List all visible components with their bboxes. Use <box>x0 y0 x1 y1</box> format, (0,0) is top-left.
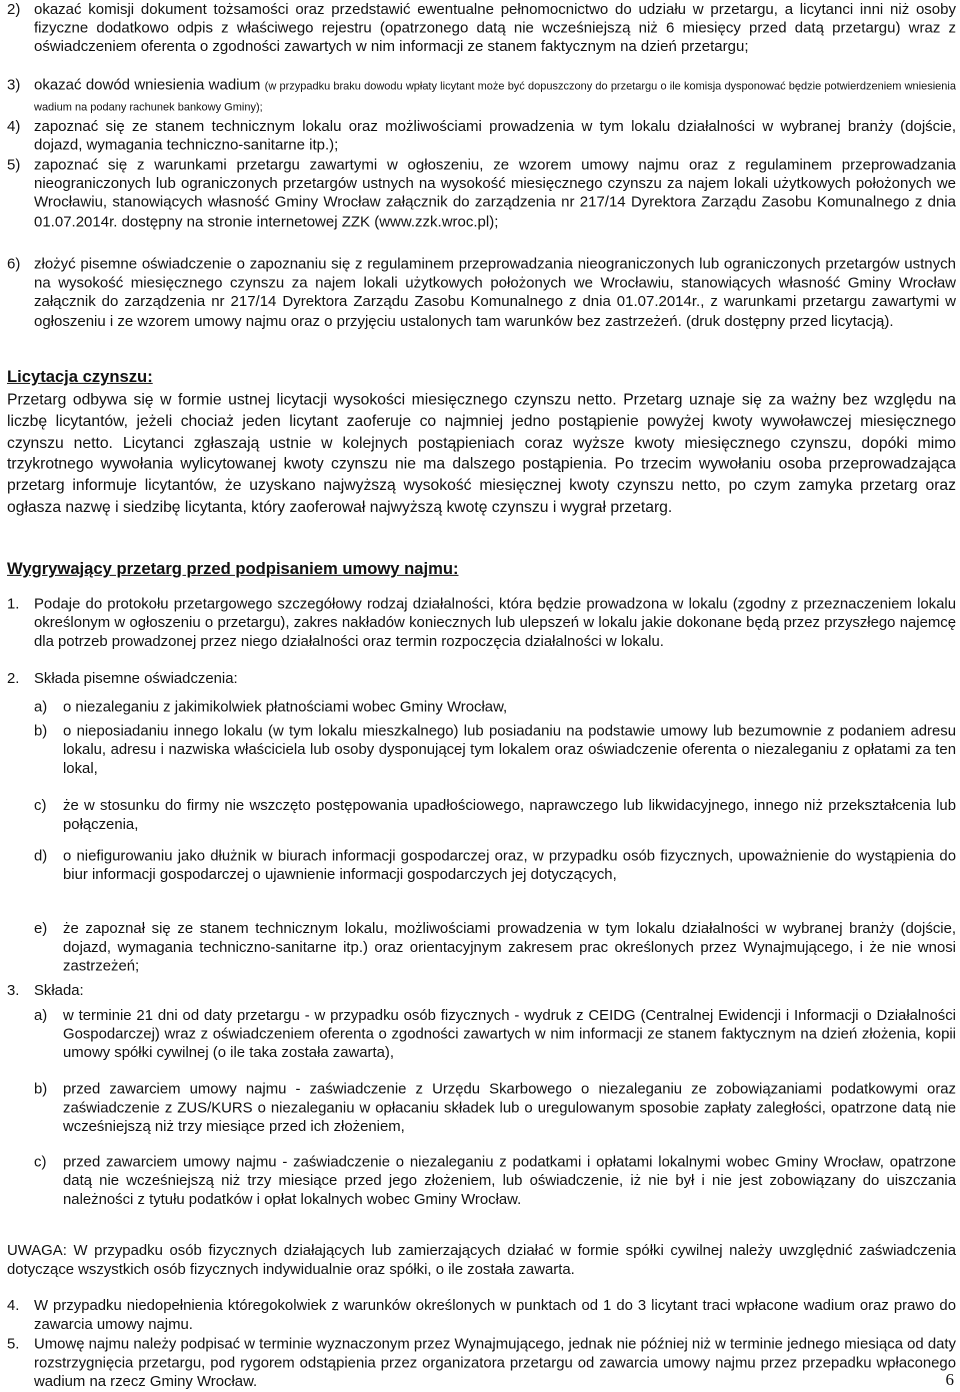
list-subitem-2c <box>7 797 956 835</box>
item-letter: e) <box>34 921 48 938</box>
list-subitem-3b <box>7 1081 956 1137</box>
item-text: Umowę najmu należy podpisać w terminie wyznaczonym przez Wynajmującego, jednak nie później niż w terminie jednego miesiąca od daty rozstrzygnięcia przetargu, pod rygorem odstąpienia przez organizatora przetargu od zawarcia umowy najmu przez przepadku wpłaconego wadium na rzecz Gminy Wrocław. <box>34 1336 956 1391</box>
list-item-5 <box>7 1336 956 1392</box>
item-letter: d) <box>34 848 48 865</box>
item-number: 3) <box>7 76 21 94</box>
section-heading-licytacja: Licytacja czynszu: <box>7 367 153 386</box>
item-text-note: (w przypadku braku dowodu wpłaty licytant może być dopuszczony do przetargu o ile komisja dysponować będzie potwierdzeniem wniesienia wadium na podany rachunek bankowy Gminy); <box>34 80 956 114</box>
item-number: 3. <box>7 983 20 1000</box>
item-letter: c) <box>34 1154 47 1171</box>
list-subitem-2d <box>7 848 956 886</box>
item-text: Podaje do protokołu przetargowego szczegółowy rodzaj działalności, która będzie prowadzona w lokalu (zgodny z przeznaczeniem lokalu określonym w ogłoszeniu o przetargu), zakres nakładów koniecznych lub ulepszeń w lokalu jakie dokonane będą przez przyszłego najemcę dla potrzeb prowadzonej przez niego działalności oraz termin rozpoczęcia działalności w lokalu. <box>34 596 956 650</box>
item-number: 1. <box>7 596 20 613</box>
section-heading-wygrywajacy: Wygrywający przetarg przed podpisaniem umowy najmu: <box>7 559 459 578</box>
item-number: 5. <box>7 1336 20 1353</box>
item-text: w terminie 21 dni od daty przetargu - w przypadku osób fizycznych - wydruk z CEIDG (Centralnej Ewidencji i Informacji o Działalności Gospodarczej) wraz z oświadczeniem oferenta o zgodności zawartych w nim informacji ze stanem faktycznym na dzień złożenia, kopii umowy spółki cywilnej (o ile taka została zawarta), <box>63 1008 956 1062</box>
licytacja-paragraph: Przetarg odbywa się w formie ustnej licytacji wysokości miesięcznego czynszu netto. Przetarg uznaje się za ważny bez względu na liczbę licytantów, jeżeli chociaż jeden licytant zaoferuje co najmniej jedno postąpienie powyżej kwoty wywoławczej miesięcznego czynszu netto. Licytanci zgłaszają ustnie w kolejnych postąpieniach coraz wyższe kwoty miesięcznego czynszu, dopóki mimo trzykrotnego wywołania wylicytowanej kwoty czynszu nie ma dalszego postąpienia. Po trzecim wywołaniu osoba przeprowadzająca przetarg informuje licytantów, że uzyskano najwyższą wysokość miesięcznej kwoty czynszu netto, po czym zamyka przetarg oraz ogłasza nazwę i siedzibę licytanta, który zaoferował najwyższą kwotę czynszu i wygrał przetarg. <box>7 391 956 516</box>
list-item-2 <box>7 670 956 689</box>
item-letter: b) <box>34 723 48 740</box>
list-subitem-3a <box>7 1007 956 1063</box>
list-subitem-2b <box>7 723 956 779</box>
item-text: że zapoznał się ze stanem technicznym lokalu, możliwościami prowadzenia w tym lokalu działalności w wybranej branży (dojście, dojazd, wymagania techniczno-sanitarne itp.) oraz orientacyjnym zakresem prac określonych przez Wynajmującego, i że nie wnosi zastrzeżeń; <box>63 921 956 975</box>
item-text: o nieposiadaniu innego lokalu (w tym lokalu mieszkalnego) lub posiadaniu na podstawie umowy lub bezumownie z podaniem adresu lokalu, adresu i nazwiska właściciela lub osoby dysponującej tym lokalem oraz oświadczenie oferenta o niezaleganiu z opłatami za ten lokal, <box>63 723 956 777</box>
requirement-item-5 <box>7 156 956 232</box>
item-number: 2. <box>7 671 20 688</box>
item-text: Składa pisemne oświadczenia: <box>34 671 238 688</box>
item-text: przed zawarciem umowy najmu - zaświadczenie z Urzędu Skarbowego o niezaleganiu ze zobowiązaniami podatkowymi oraz zaświadczenie z ZUS/KURS o niezaleganiu w opłacaniu składek lub o uregulowanym sposobie zapłaty zaległości, opatrzone datą nie wcześniejszą niż trzy miesiące przed ich złożeniem, <box>63 1081 956 1136</box>
item-text: zapoznać się ze stanem technicznym lokalu oraz możliwościami prowadzenia w tym lokalu działalności w wybranej branży (dojście, dojazd, wymagania techniczno-sanitarne itp.); <box>34 118 956 154</box>
list-item-3 <box>7 982 956 1001</box>
item-text <box>34 76 956 118</box>
item-text: złożyć pisemne oświadczenie o zapoznaniu się z regulaminem przeprowadzania nieograniczonych lub ograniczonych przetargów ustnych na wysokość miesięcznego czynszu za najem lokali użytkowych położonych we Wrocławiu, stanowiących własność Gminy Wrocław załącznik do zarządzenia nr 217/14 Dyrektora Zarządu Zasobu Komunalnego z dnia 01.07.2014r., z warunkami przetargu zawartymi w ogłoszeniu i ze wzorem umowy najmu oraz o przyjęciu ustalonych tam warunków bez zastrzeżeń. (druk dostępny przed licytacją). <box>34 255 956 330</box>
item-number: 4) <box>7 118 21 135</box>
list-item-1 <box>7 596 956 652</box>
item-letter: a) <box>34 699 48 716</box>
item-text: przed zawarciem umowy najmu - zaświadczenie o niezaleganiu z podatkami i opłatami lokalnymi wobec Gminy Wrocław, opatrzone datą nie wcześniejszą niż trzy miesiące przed jego złożeniem, lub oświadczenie, iż nie był i nie jest zobowiązany do uiszczania należności z tytułu podatków i opłat lokalnych wobec Gminy Wrocław. <box>63 1154 956 1209</box>
item-number: 4. <box>7 1298 20 1315</box>
requirement-item-6 <box>7 255 956 331</box>
item-text: W przypadku niedopełnienia któregokolwiek z warunków określonych w punktach od 1 do 3 licytant traci wpłacone wadium oraz prawo do zawarcia umowy najmu. <box>34 1298 956 1333</box>
item-text: Składa: <box>34 983 84 1000</box>
item-text: zapoznać się z warunkami przetargu zawartymi w ogłoszeniu, ze wzorem umowy najmu oraz z regulaminem przeprowadzania nieograniczonych lub ograniczonych przetargów ustnych na wysokość miesięcznego czynszu za najem lokali użytkowych położonych we Wrocławiu, stanowiących własność Gminy Wrocław załącznik do zarządzenia nr 217/14 Dyrektora Zarządu Zasobu Komunalnego z dnia 01.07.2014r. dostępny na stronie internetowej ZZK (www.zzk.wroc.pl); <box>34 156 956 230</box>
item-letter: c) <box>34 798 47 815</box>
page-number: 6 <box>945 1370 954 1389</box>
requirement-item-3 <box>7 76 956 118</box>
list-item-4 <box>7 1297 956 1335</box>
list-subitem-2e <box>7 920 956 976</box>
item-number: 5) <box>7 156 21 174</box>
requirement-item-2 <box>7 0 956 57</box>
uwaga-note: UWAGA: W przypadku osób fizycznych działających lub zamierzających działać w formie spółki cywilnej należy uwzględnić zaświadczenia dotyczące wszystkich osób fizycznych indywidualnie oraz spółki, o ile została zawarta. <box>7 1243 956 1278</box>
item-text: okazać komisji dokument tożsamości oraz przedstawić ewentualne pełnomocnictwo do udziału w przetargu, a licytanci inni niż osoby fizyczne dodatkowo odpis z właściwego rejestru (opatrzonego datą nie wcześniejszą niż 6 miesięcy przed datą przetargu) wraz z oświadczeniem oferenta o zgodności zawartych w nim informacji ze stanem faktycznym na dzień przetargu; <box>34 0 956 56</box>
item-number: 6) <box>7 255 21 273</box>
list-subitem-3c <box>7 1154 956 1210</box>
item-text: o niefigurowaniu jako dłużnik w biurach informacji gospodarczej oraz, w przypadku osób fizycznych, upoważnienie do wystąpienia do biur informacji gospodarczej o ujawnienie informacji gospodarczych jej dotyczących, <box>63 848 956 884</box>
item-number: 2) <box>7 0 21 18</box>
item-letter: b) <box>34 1081 48 1098</box>
item-text-main: okazać dowód wniesienia wadium <box>34 76 265 94</box>
requirement-item-4 <box>7 117 956 155</box>
item-text: że w stosunku do firmy nie wszczęto postępowania upadłościowego, naprawczego lub likwidacyjnego, innego niż przekształcenia lub połączenia, <box>63 798 956 833</box>
list-subitem-2a <box>7 699 956 718</box>
item-text: o niezaleganiu z jakimikolwiek płatnościami wobec Gminy Wrocław, <box>63 699 508 716</box>
item-letter: a) <box>34 1008 48 1024</box>
